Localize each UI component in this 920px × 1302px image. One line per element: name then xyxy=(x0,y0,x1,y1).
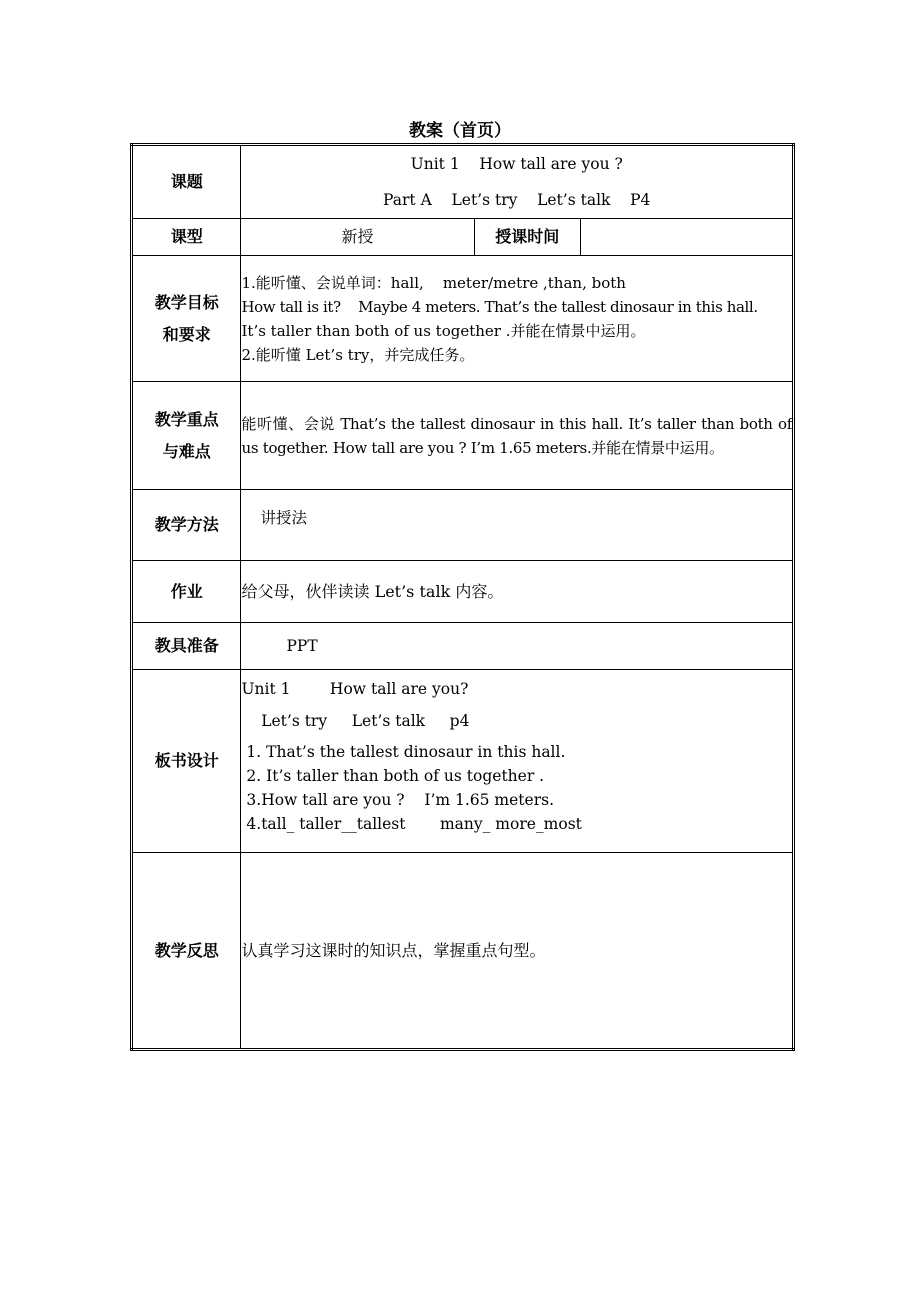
label-goals xyxy=(132,256,241,382)
label-method: 教学方法 xyxy=(132,490,241,561)
label-keypoints-line-1: 教学重点 xyxy=(154,409,219,429)
row-type xyxy=(132,219,794,256)
label-time: 授课时间 xyxy=(474,219,580,256)
type-value: 新授 xyxy=(241,219,474,256)
board-line-5: 3.How tall are you ? I’m 1.65 meters. xyxy=(241,791,554,809)
label-keypoints-line-2: 与难点 xyxy=(162,441,211,461)
label-topic: 课题 xyxy=(132,145,241,219)
label-homework: 作业 xyxy=(132,561,241,623)
tools-text: PPT xyxy=(286,637,318,655)
goals-line-2: How tall is it? Maybe 4 meters. That’s the tallest dinosaur in this hall. xyxy=(241,297,758,316)
board-line-6: 4.tall_ taller__tallest many_ more_most xyxy=(241,815,582,833)
goals-value xyxy=(241,256,794,382)
lesson-plan-table xyxy=(130,143,795,1051)
board-line-1: Unit 1 How tall are you? xyxy=(241,680,469,698)
row-method xyxy=(132,490,794,561)
row-homework xyxy=(132,561,794,623)
goals-line-3: It’s taller than both of us together .并能在情景中运用。 xyxy=(241,321,646,340)
reflection-value: 认真学习这课时的知识点，掌握重点句型。 xyxy=(241,853,794,1050)
row-goals xyxy=(132,256,794,382)
board-value xyxy=(241,670,794,853)
board-line-3: 1. That’s the tallest dinosaur in this hall. xyxy=(241,743,566,761)
homework-value: 给父母，伙伴读读 Let’s talk 内容。 xyxy=(241,561,794,623)
tools-value xyxy=(241,623,794,670)
time-value xyxy=(580,219,793,256)
row-keypoints xyxy=(132,382,794,490)
board-line-4: 2. It’s taller than both of us together . xyxy=(241,767,545,785)
row-topic xyxy=(132,145,794,219)
label-goals-line-2: 和要求 xyxy=(162,324,211,344)
row-tools xyxy=(132,623,794,670)
label-type: 课型 xyxy=(132,219,241,256)
topic-line-2: Part A Let’s try Let’s talk P4 xyxy=(383,191,651,209)
method-text: 讲授法 xyxy=(260,509,307,527)
goals-line-1: 1.能听懂、会说单词：hall, meter/metre ,than, both xyxy=(241,273,626,292)
label-board: 板书设计 xyxy=(132,670,241,853)
label-reflection: 教学反思 xyxy=(132,853,241,1050)
board-line-2: Let’s try Let’s talk p4 xyxy=(241,712,470,730)
row-reflection xyxy=(132,853,794,1050)
page-title: 教案（首页） xyxy=(409,121,511,141)
goals-line-4: 2.能听懂 Let’s try，并完成任务。 xyxy=(241,345,475,364)
method-value xyxy=(241,490,794,561)
keypoints-value: 能听懂、会说 That’s the tallest dinosaur in this hall. It’s taller than both of us together. How tall are you ? I’m 1.65 meters.并能在情景中运用。 xyxy=(241,382,794,490)
label-goals-line-1: 教学目标 xyxy=(154,292,219,312)
topic-line-1: Unit 1 How tall are you ? xyxy=(410,155,623,173)
row-board xyxy=(132,670,794,853)
label-tools: 教具准备 xyxy=(132,623,241,670)
topic-value xyxy=(241,145,794,219)
label-keypoints xyxy=(132,382,241,490)
